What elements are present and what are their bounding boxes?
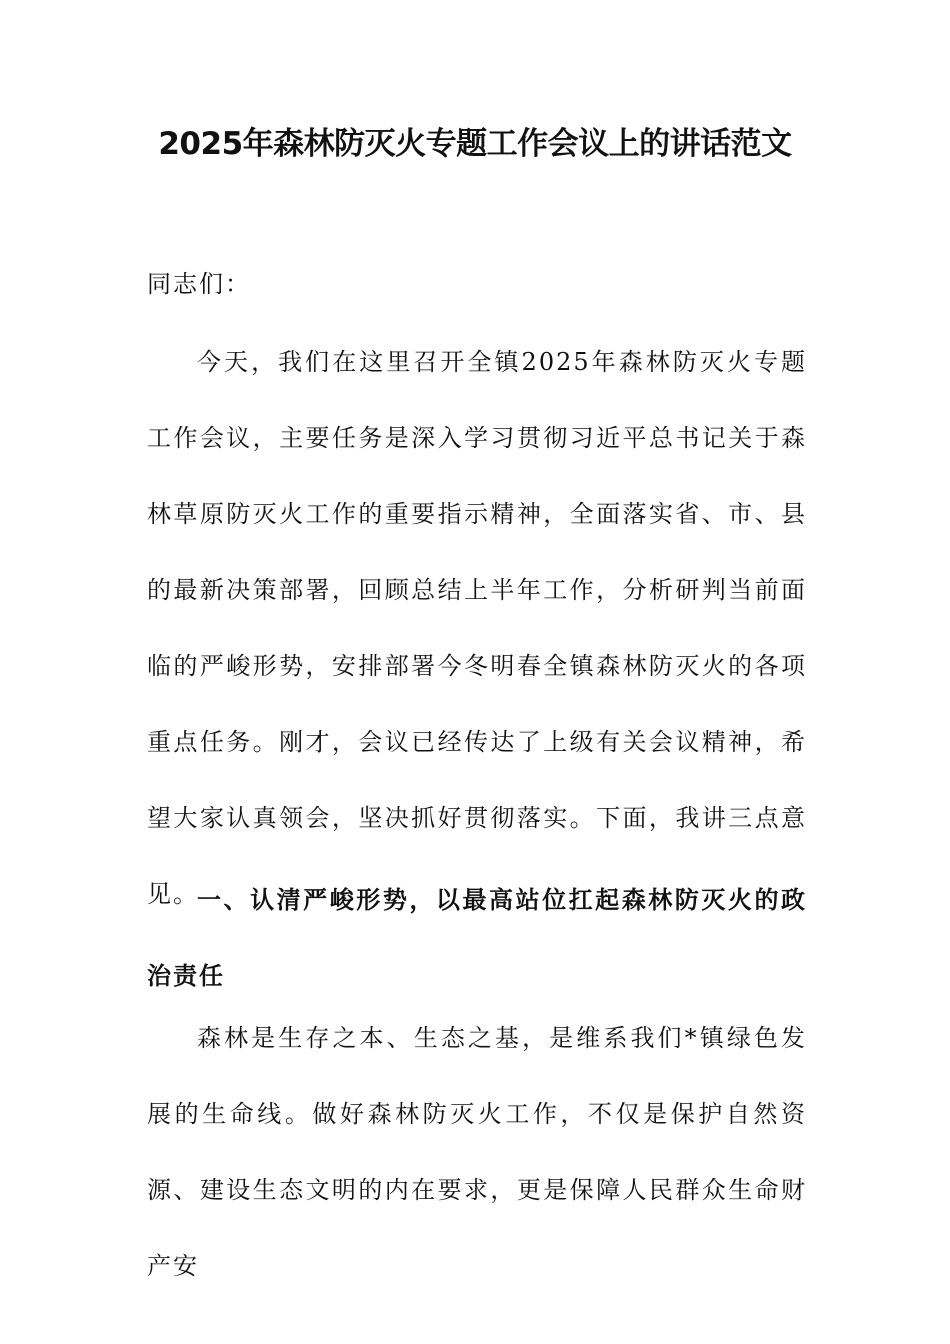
section-heading: 一、认清严峻形势，以最高站位扛起森林防灭火的政治责任	[147, 886, 807, 990]
document-title: 2025年森林防灭火专题工作会议上的讲话范文	[158, 126, 792, 162]
section-paragraph: 森林是生存之本、生态之基，是维系我们*镇绿色发展的生命线。做好森林防灭火工作，不仅是保护自然资源、建设生态文明的内在要求，更是保障人民群众生命财产安	[147, 1024, 807, 1280]
salutation: 同志们：	[147, 270, 251, 298]
opening-paragraph: 今天，我们在这里召开全镇2025年森林防灭火专题工作会议，主要任务是深入学习贯彻习近平总书记关于森林草原防灭火工作的重要指示精神，全面落实省、市、县的最新决策部署，回顾总结上半年工作，分析研判当前面临的严峻形势，安排部署今冬明春全镇森林防灭火的各项重点任务。刚才，会议已经传达了上级有关会议精神，希望大家认真领会，坚决抓好贯彻落实。下面，我讲三点意见。	[147, 348, 807, 908]
